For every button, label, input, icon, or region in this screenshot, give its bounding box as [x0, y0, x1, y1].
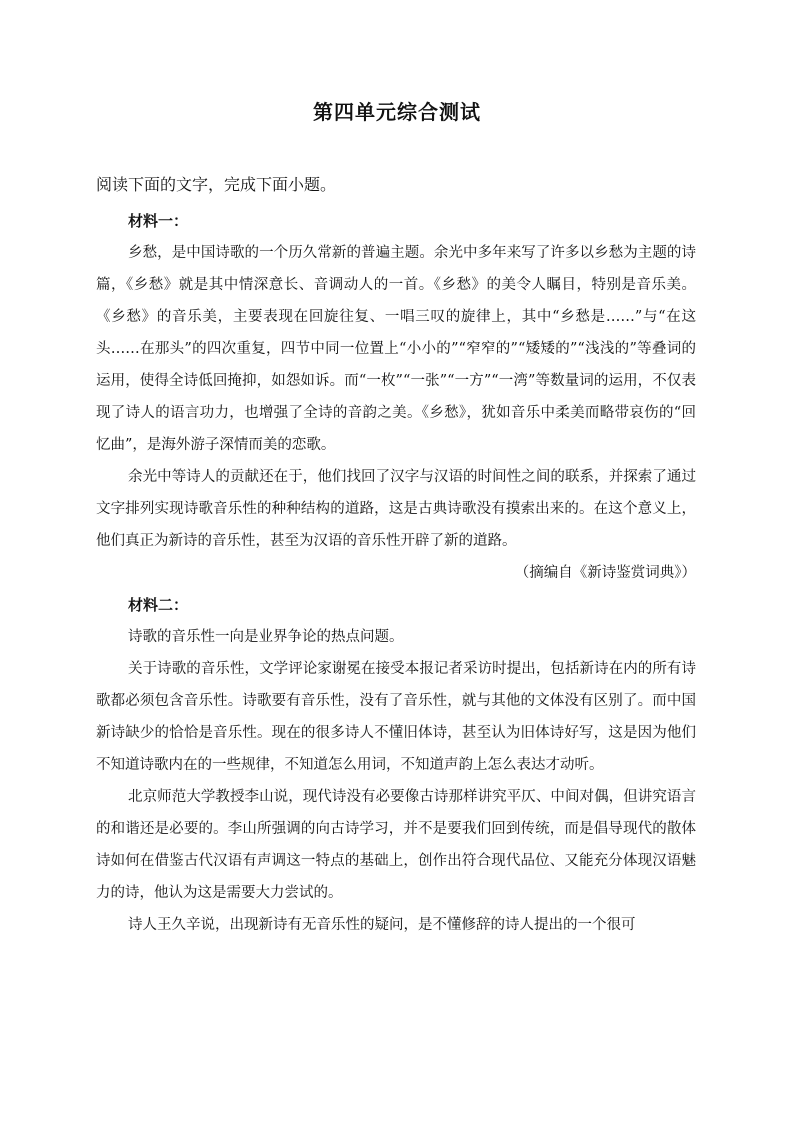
material-two-heading: 材料二： — [128, 596, 189, 614]
material-two-paragraph: 诗人王久辛说，出现新诗有无音乐性的疑问，是不懂修辞的诗人提出的一个很可 — [128, 917, 636, 933]
material-one-heading: 材料一： — [128, 212, 189, 230]
instruction-text: 阅读下面的文字，完成下面小题。 — [96, 175, 337, 194]
material-two-paragraph: 北京师范大学教授李山说，现代诗没有必要像古诗那样讲究平仄、中间对偶，但讲究语言的和谐还是必要的。李山所强调的向古诗学习，并不是要我们回到传统，而是倡导现代的散体诗如何在借鉴古代汉语有声调这一特点的基础上，创作出符合现代品位、又能充分体现汉语魅力的诗，他认为这是需要大力尝试的。 — [96, 789, 696, 901]
material-two-paragraph: 关于诗歌的音乐性，文学评论家谢冕在接受本报记者采访时提出，包括新诗在内的所有诗歌都必须包含音乐性。诗歌要有音乐性，没有了音乐性，就与其他的文体没有区别了。而中国新诗缺少的恰恰是音乐性。现在的很多诗人不懂旧体诗，甚至认为旧体诗好写，这是因为他们不知道诗歌内在的一些规律，不知道怎么用词，不知道声韵上怎么表达才动听。 — [96, 661, 696, 773]
material-one-paragraph: 乡愁，是中国诗歌的一个历久常新的普遍主题。余光中多年来写了许多以乡愁为主题的诗篇，《乡愁》就是其中情深意长、音调动人的一首。《乡愁》的美令人瞩目，特别是音乐美。《乡愁》的音乐美，主要表现在回旋往复、一唱三叹的旋律上，其中“乡愁是……”与“在这头……在那头”的四次重复，四节中同一位置上“小小的”“窄窄的”“矮矮的”“浅浅的”等叠词的运用，使得全诗低回掩抑，如怨如诉。而“一枚”“一张”“一方”“一湾”等数量词的运用，不仅表现了诗人的语言功力，也增强了全诗的音韵之美。《乡愁》，犹如音乐中柔美而略带哀伤的“回忆曲”，是海外游子深情而美的恋歌。 — [96, 245, 696, 453]
document-body — [96, 205, 696, 941]
material-one-paragraph: 余光中等诗人的贡献还在于，他们找回了汉字与汉语的时间性之间的联系，并探索了通过文字排列实现诗歌音乐性的种种结构的道路，这是古典诗歌没有摸索出来的。在这个意义上，他们真正为新诗的音乐性，甚至为汉语的音乐性开辟了新的道路。 — [96, 469, 696, 549]
page-title: 第四单元综合测试 — [313, 100, 481, 124]
material-one-source: （摘编自《新诗鉴赏词典》） — [514, 565, 696, 581]
material-two-paragraph: 诗歌的音乐性一向是业界争论的热点问题。 — [128, 629, 404, 645]
